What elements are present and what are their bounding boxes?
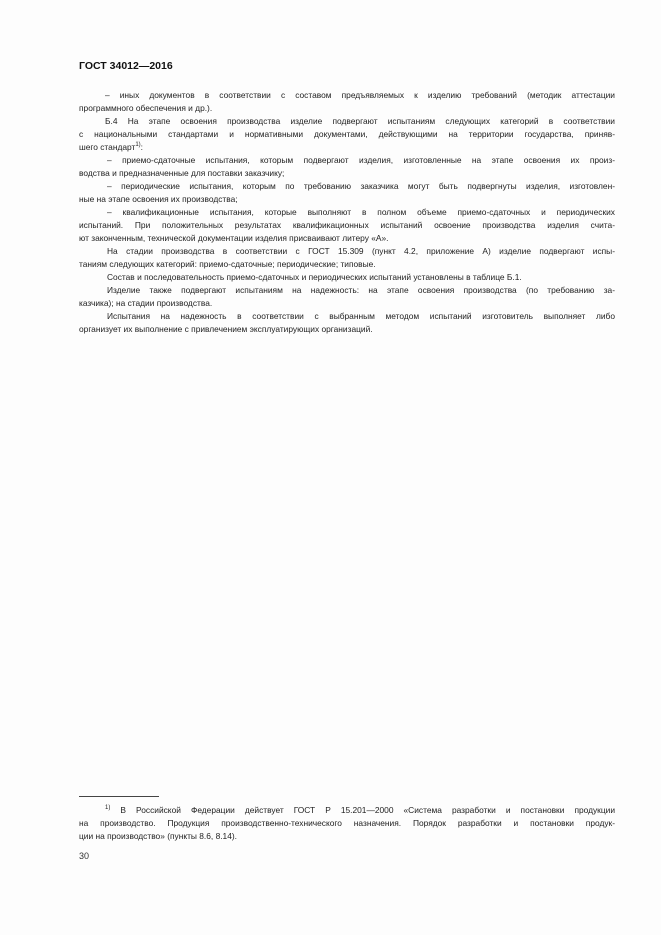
document-body — [79, 89, 615, 336]
text-line: – приемо-сдаточные испытания, которым подвергают изделия, изготовленные на этапе освоения их произ- — [107, 155, 615, 165]
text-fragment: В Российской Федерации действует ГОСТ Р 15.201—2000 «Система разработки и постановки продукции — [110, 805, 615, 815]
text-line: – квалификационные испытания, которые выполняют в полном объеме приемо-сдаточных и периодических — [107, 207, 615, 217]
text-line: на производство. Продукция производственно-технического назначения. Порядок разработки и постановки продук- — [79, 818, 615, 828]
list-item-periodic-tests — [79, 180, 615, 206]
text-fragment: шего стандарт — [79, 142, 136, 152]
text-line: с национальными стандартами и нормативными документами, действующими на территории государства, приняв- — [79, 129, 615, 139]
footnote-ref: 1) — [135, 142, 141, 148]
list-item-qualification-tests — [79, 206, 615, 245]
text-line: Испытания на надежность в соответствии с выбранным методом испытаний изготовитель выполняет либо — [107, 311, 615, 321]
text-line: таниям следующих категорий: приемо-сдаточные; периодические; типовые. — [79, 259, 376, 269]
page-number: 30 — [79, 851, 90, 861]
footnote-marker: 1) — [105, 805, 111, 811]
text-line — [79, 804, 615, 817]
text-line: ют законченным, технической документации изделия присваивают литеру «А». — [79, 233, 389, 243]
text-line: – периодические испытания, которым по требованию заказчика могут быть подвергнуты изделия, изготовлен- — [107, 181, 615, 191]
paragraph-reliability-method — [79, 310, 615, 336]
text-line: ции на производство» (пункты 8.6, 8.14). — [79, 831, 237, 841]
paragraph-other-documents — [79, 89, 615, 115]
page-header-title: ГОСТ 34012—2016 — [79, 60, 173, 72]
text-fragment: : — [140, 142, 143, 152]
text-line: организует их выполнение с привлечением эксплуатирующих организаций. — [79, 324, 373, 334]
text-line: Изделие также подвергают испытаниям на надежность: на этапе освоения производства (по требованию за- — [107, 285, 615, 295]
paragraph-test-composition — [79, 271, 615, 284]
paragraph-production-stage — [79, 245, 615, 271]
list-item-acceptance-tests — [79, 154, 615, 180]
text-line: программного обеспечения и др.). — [79, 103, 213, 113]
text-line: казчика); на стадии производства. — [79, 298, 213, 308]
footnote-separator — [79, 796, 159, 797]
paragraph-b4 — [79, 115, 615, 154]
text-line: – иных документов в соответствии с составом предъявляемых к изделию требований (методик аттестации — [105, 90, 615, 100]
footnote — [79, 804, 615, 843]
text-line: водства и предназначенные для поставки заказчику; — [79, 168, 285, 178]
paragraph-reliability-tests — [79, 284, 615, 310]
text-line — [79, 141, 615, 154]
text-line: испытаний. При положительных результатах квалификационных испытаний освоение производства изделия счита- — [79, 220, 615, 230]
text-line: Б.4 На этапе освоения производства изделие подвергают испытаниям следующих категорий в соответствии — [105, 116, 615, 126]
text-line: ные на этапе освоения их производства; — [79, 194, 238, 204]
text-line: Состав и последовательность приемо-сдаточных и периодических испытаний установлены в таблице Б.1. — [107, 272, 522, 282]
text-line: На стадии производства в соответствии с ГОСТ 15.309 (пункт 4.2, приложение А) изделие подвергают испы- — [107, 246, 615, 256]
